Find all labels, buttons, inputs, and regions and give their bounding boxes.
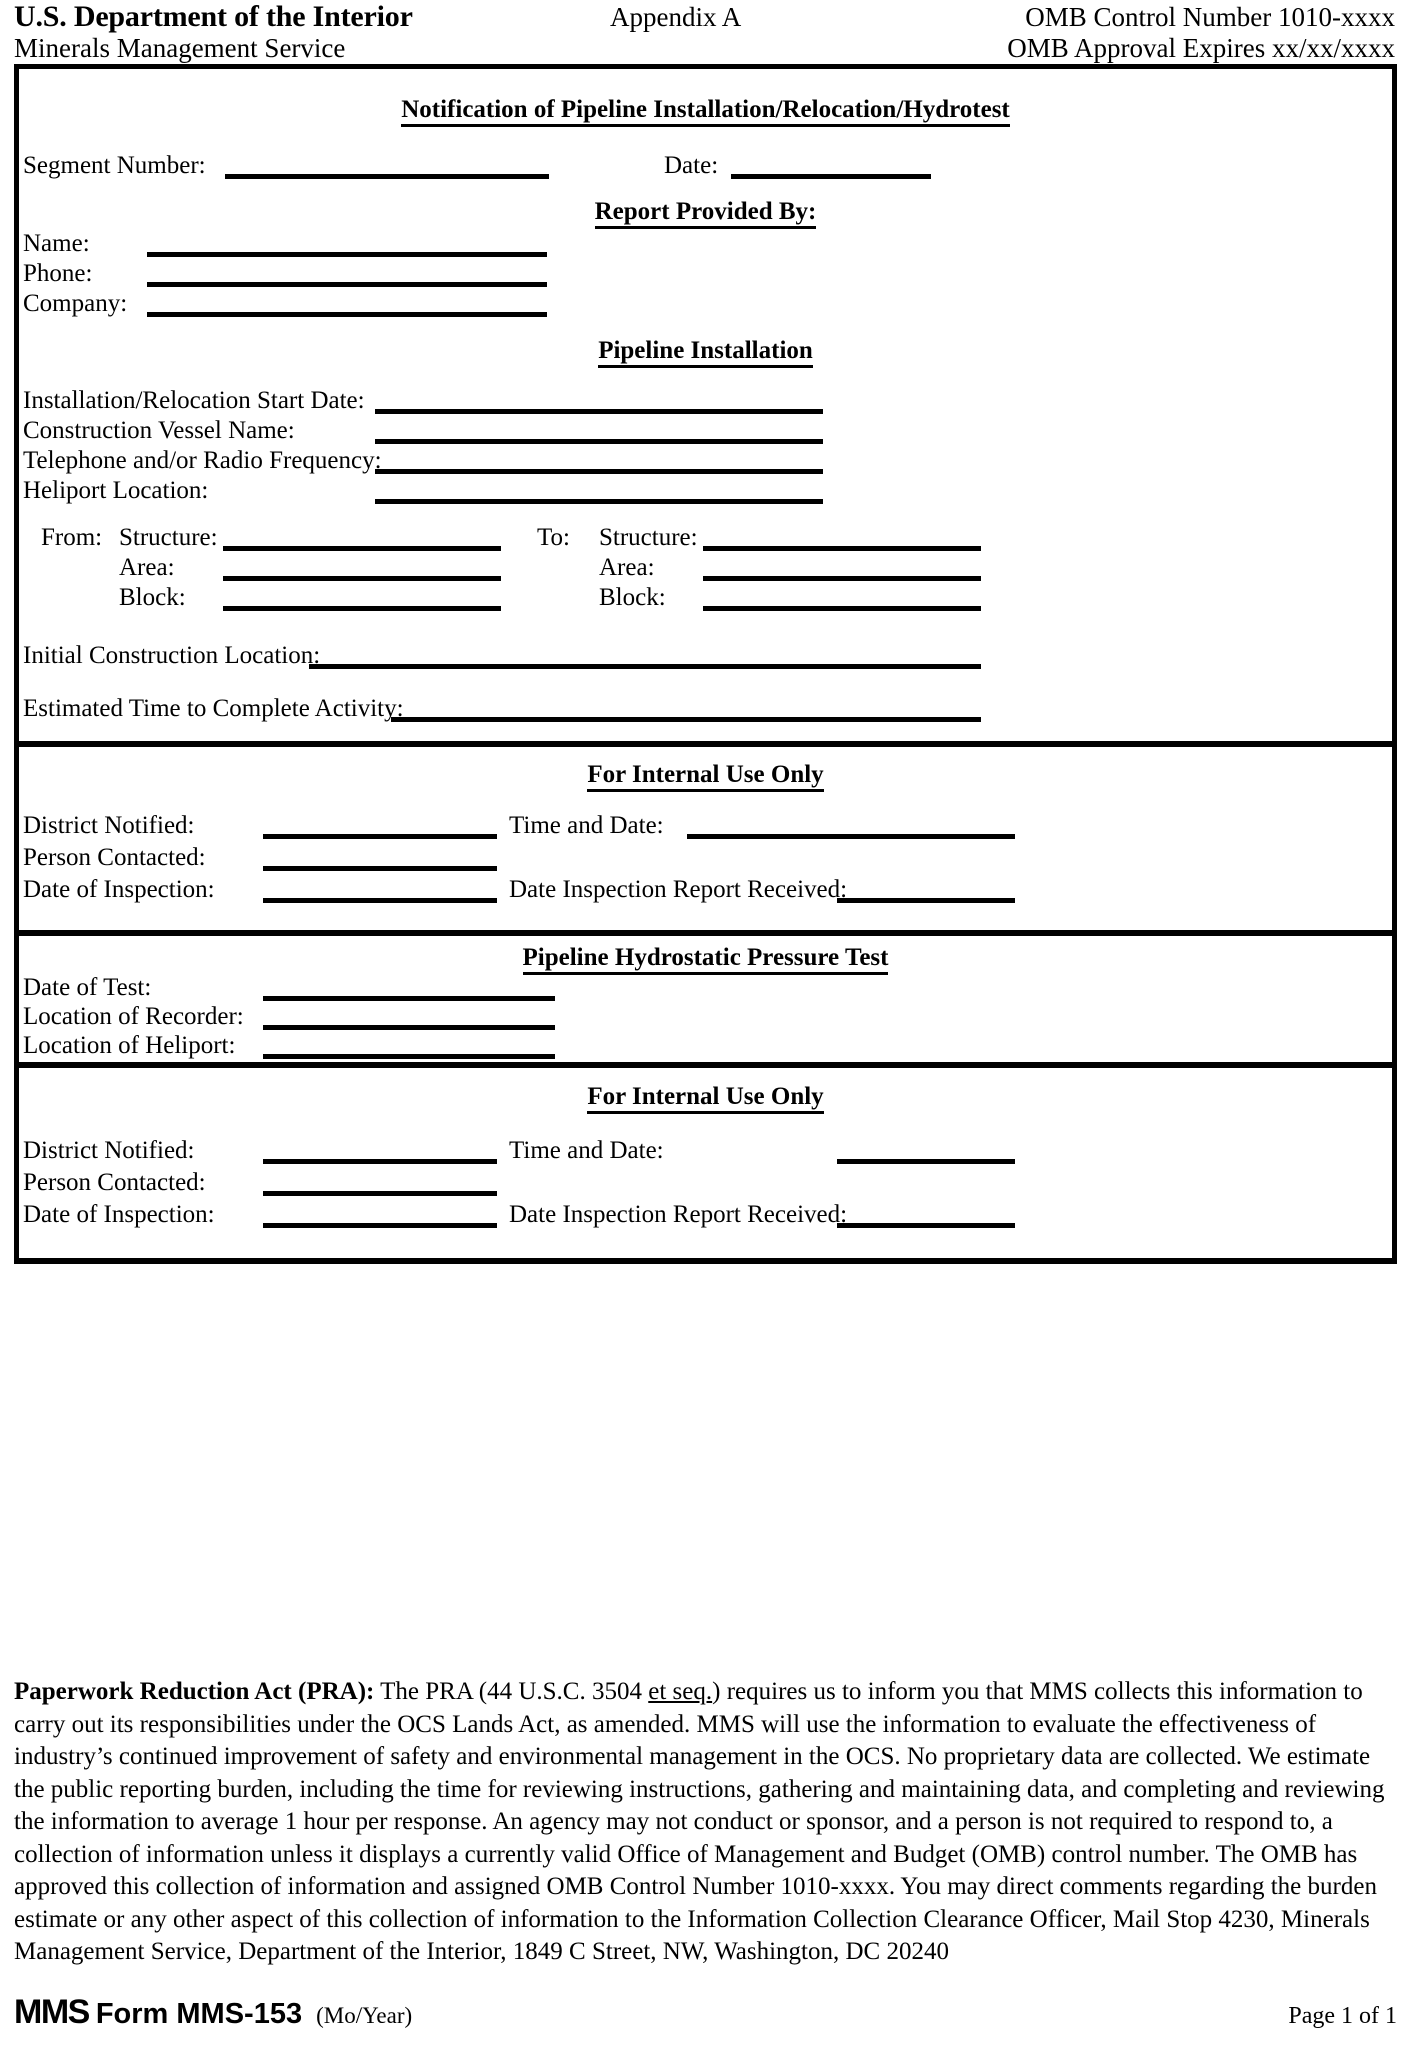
district-notified-input-1[interactable] xyxy=(263,834,497,839)
omb-control-number: OMB Control Number 1010-xxxx xyxy=(1025,2,1395,32)
company-label: Company: xyxy=(23,290,128,317)
date-of-inspection-label-2: Date of Inspection: xyxy=(23,1201,215,1228)
form-title xyxy=(19,97,1392,123)
form-box xyxy=(14,64,1397,1264)
pra-text-part-2: ) requires us to inform you that MMS collects this information to carry out its responsibilities under the OCS Lands Act, as amended. MMS will use the information to evaluate the effectiveness of industry’s continued improvement of safety and environmental management in the OCS. No proprietary data are collected. We estimate the public reporting burden, including the time for reviewing instructions, gathering and maintaining data, and completing and reviewing the information to average 1 hour per response. An agency may not conduct or sponsor, and a person is not required to respond to, a collection of information unless it displays a currently valid Office of Management and Budget (OMB) control number. The OMB has approved this collection of information and assigned OMB Control Number 1010-xxxx. You may direct comments regarding the burden estimate or any other aspect of this collection of information to the Information Collection Clearance Officer, Mail Stop 4230, Minerals Management Service, Department of the Interior, 1849 C Street, NW, Washington, DC 20240 xyxy=(14,1678,1385,1965)
to-block-label: Block: xyxy=(599,584,666,611)
name-label: Name: xyxy=(23,230,90,257)
agency-title: U.S. Department of the Interior xyxy=(14,0,413,33)
bureau-title: Minerals Management Service xyxy=(14,33,346,63)
date-report-received-label-2: Date Inspection Report Received: xyxy=(509,1201,848,1228)
pipeline-installation-title-text: Pipeline Installation xyxy=(598,337,813,368)
company-input[interactable] xyxy=(147,312,547,317)
heliport-location-input[interactable] xyxy=(375,499,823,504)
appendix-label: Appendix A xyxy=(610,2,742,32)
time-and-date-input-2[interactable] xyxy=(837,1159,1015,1164)
internal-use-1-title xyxy=(19,762,1392,788)
telephone-radio-label: Telephone and/or Radio Frequency: xyxy=(23,447,382,474)
form-footer xyxy=(14,1995,1397,2033)
telephone-radio-input[interactable] xyxy=(375,469,823,474)
report-provided-by-title xyxy=(19,199,1392,225)
hydrostatic-title xyxy=(19,945,1392,971)
from-block-input[interactable] xyxy=(223,606,501,611)
person-contacted-label-2: Person Contacted: xyxy=(23,1169,206,1196)
pra-heading: Paperwork Reduction Act (PRA): xyxy=(14,1678,375,1705)
date-report-received-input-1[interactable] xyxy=(837,898,1015,903)
masthead-row-2 xyxy=(14,33,1397,64)
date-of-test-input[interactable] xyxy=(263,996,555,1001)
from-area-input[interactable] xyxy=(223,576,501,581)
from-block-label: Block: xyxy=(119,584,186,611)
masthead-row-1 xyxy=(14,2,1397,33)
person-contacted-input-2[interactable] xyxy=(263,1191,497,1196)
section-notification xyxy=(19,69,1392,741)
person-contacted-input-1[interactable] xyxy=(263,866,497,871)
date-of-test-label: Date of Test: xyxy=(23,974,152,1001)
internal-use-1-title-text: For Internal Use Only xyxy=(587,761,823,792)
page-number: Page 1 of 1 xyxy=(1288,2003,1397,2029)
district-notified-label-2: District Notified: xyxy=(23,1137,195,1164)
omb-expiration: OMB Approval Expires xx/xx/xxxx xyxy=(1007,33,1395,63)
date-report-received-input-2[interactable] xyxy=(837,1223,1015,1228)
section-internal-use-1 xyxy=(19,741,1392,930)
date-input[interactable] xyxy=(731,174,931,179)
initial-construction-location-label: Initial Construction Location: xyxy=(23,642,321,669)
estimated-time-input[interactable] xyxy=(391,717,981,722)
segment-number-input[interactable] xyxy=(225,174,549,179)
initial-construction-location-input[interactable] xyxy=(309,664,981,669)
name-input[interactable] xyxy=(147,252,547,257)
heliport-location-label: Heliport Location: xyxy=(23,477,209,504)
pra-citation: et seq. xyxy=(648,1678,713,1705)
phone-label: Phone: xyxy=(23,260,93,287)
to-area-input[interactable] xyxy=(703,576,981,581)
form-title-text: Notification of Pipeline Installation/Relocation/Hydrotest xyxy=(401,96,1010,127)
date-report-received-label-1: Date Inspection Report Received: xyxy=(509,876,848,903)
mms-logo: MMS xyxy=(14,1993,89,2031)
to-structure-input[interactable] xyxy=(703,546,981,551)
location-of-heliport-input[interactable] xyxy=(263,1054,555,1059)
person-contacted-label-1: Person Contacted: xyxy=(23,844,206,871)
hydrostatic-title-text: Pipeline Hydrostatic Pressure Test xyxy=(523,944,889,975)
to-area-label: Area: xyxy=(599,554,655,581)
district-notified-label-1: District Notified: xyxy=(23,812,195,839)
estimated-time-label: Estimated Time to Complete Activity: xyxy=(23,695,404,722)
pipeline-installation-title xyxy=(19,338,1392,364)
masthead xyxy=(14,0,1397,64)
location-of-recorder-input[interactable] xyxy=(263,1025,555,1030)
date-of-inspection-input-1[interactable] xyxy=(263,898,497,903)
to-block-input[interactable] xyxy=(703,606,981,611)
form-revision-date: (Mo/Year) xyxy=(316,2003,413,2028)
district-notified-input-2[interactable] xyxy=(263,1159,497,1164)
from-structure-label: Structure: xyxy=(119,524,218,551)
report-provided-by-title-text: Report Provided By: xyxy=(595,198,817,229)
to-label: To: xyxy=(537,524,570,551)
phone-input[interactable] xyxy=(147,282,547,287)
time-and-date-label-1: Time and Date: xyxy=(509,812,664,839)
segment-number-label: Segment Number: xyxy=(23,152,206,179)
form-number: Form MMS-153 xyxy=(95,1998,303,2030)
location-of-heliport-label: Location of Heliport: xyxy=(23,1032,236,1059)
time-and-date-label-2: Time and Date: xyxy=(509,1137,664,1164)
from-area-label: Area: xyxy=(119,554,175,581)
date-of-inspection-label-1: Date of Inspection: xyxy=(23,876,215,903)
from-label: From: xyxy=(41,524,103,551)
pra-text-part-1: The PRA (44 U.S.C. 3504 xyxy=(374,1678,649,1705)
location-of-recorder-label: Location of Recorder: xyxy=(23,1003,244,1030)
internal-use-2-title-text: For Internal Use Only xyxy=(587,1083,823,1114)
date-of-inspection-input-2[interactable] xyxy=(263,1223,497,1228)
section-internal-use-2 xyxy=(19,1062,1392,1258)
date-label: Date: xyxy=(664,152,719,179)
installation-start-date-label: Installation/Relocation Start Date: xyxy=(23,387,365,414)
from-structure-input[interactable] xyxy=(223,546,501,551)
installation-start-date-input[interactable] xyxy=(375,409,823,414)
internal-use-2-title xyxy=(19,1084,1392,1110)
paperwork-reduction-act-notice xyxy=(14,1676,1397,1969)
construction-vessel-input[interactable] xyxy=(375,439,823,444)
to-structure-label: Structure: xyxy=(599,524,698,551)
section-hydrostatic-test xyxy=(19,930,1392,1062)
time-and-date-input-1[interactable] xyxy=(687,834,1015,839)
construction-vessel-label: Construction Vessel Name: xyxy=(23,417,295,444)
